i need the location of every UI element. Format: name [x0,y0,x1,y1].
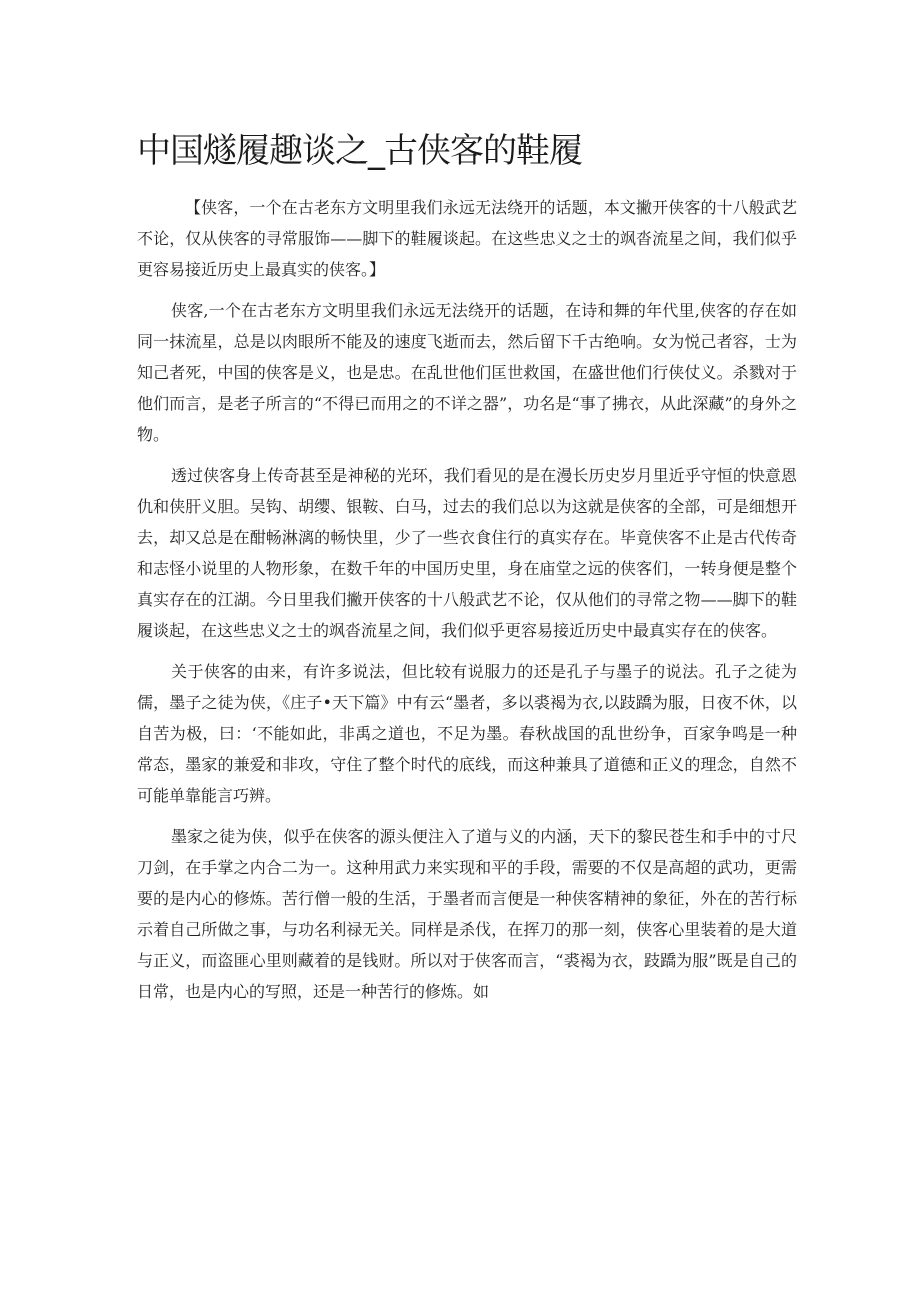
body-paragraph: 关于侠客的由来，有许多说法，但比较有说服力的还是孔子与墨子的说法。孔子之徒为儒，墨子之徒为侠，《庄子•天下篇》中有云“墨者，多以裘褐为衣,以跂蹻为服，日夜不休，以自苦为极，曰：‘不能如此，非禹之道也，不足为墨。春秋战国的乱世纷争，百家争鸣是一种常态，墨家的兼爱和非攻，守住了整个时代的底线，而这种兼具了道德和正义的理念，自然不可能单靠能言巧辨。 [137,662,797,805]
body-paragraph: 透过侠客身上传奇甚至是神秘的光环，我们看见的是在漫长历史岁月里近乎守恒的快意恩仇和侠肝义胆。吴钩、胡缨、银鞍、白马，过去的我们总以为这就是侠客的全部，可是细想开去，却又总是在酣畅淋漓的畅快里，少了一些衣食住行的真实存在。毕竟侠客不止是古代传奇和志怪小说里的人物形象，在数千年的中国历史里，身在庙堂之远的侠客们，一转身便是整个真实存在的江湖。今日里我们撇开侠客的十八般武艺不论，仅从他们的寻常之物——脚下的鞋履谈起，在这些忠义之士的飒沓流星之间，我们似乎更容易接近历史中最真实存在的侠客。 [137,466,797,640]
document-title: 中国燧履趣谈之_古侠客的鞋履 [137,131,582,171]
abstract-paragraph: 【侠客，一个在古老东方文明里我们永远无法绕开的话题，本文撇开侠客的十八般武艺不论，仅从侠客的寻常服饰——脚下的鞋履谈起。在这些忠义之士的飒沓流星之间，我们似乎更容易接近历史上最真实的侠客。】 [137,198,797,279]
document-body [137,192,797,1017]
body-paragraph: 墨家之徒为侠，似乎在侠客的源头便注入了道与义的内涵，天下的黎民苍生和手中的寸尺刀剑，在手掌之内合二为一。这种用武力来实现和平的手段，需要的不仅是高超的武功，更需要的是内心的修炼。苦行僧一般的生活，于墨者而言便是一种侠客精神的象征，外在的苦行标示着自己所做之事，与功名利禄无关。同样是杀伐，在挥刀的那一刻，侠客心里装着的是大道与正义，而盗匪心里则藏着的是钱财。所以对于侠客而言，“裘褐为衣，跂蹻为服”既是自己的日常，也是内心的写照，还是一种苦行的修炼。如 [137,827,797,1001]
body-paragraph: 侠客,一个在古老东方文明里我们永远无法绕开的话题，在诗和舞的年代里,侠客的存在如同一抹流星，总是以肉眼所不能及的速度飞逝而去，然后留下千古绝响。女为悦己者容，士为知己者死，中国的侠客是义，也是忠。在乱世他们匡世救国，在盛世他们行侠仗义。杀戮对于他们而言，是老子所言的“不得已而用之的不详之器”，功名是“事了拂衣，从此深藏”的身外之物。 [137,301,797,444]
